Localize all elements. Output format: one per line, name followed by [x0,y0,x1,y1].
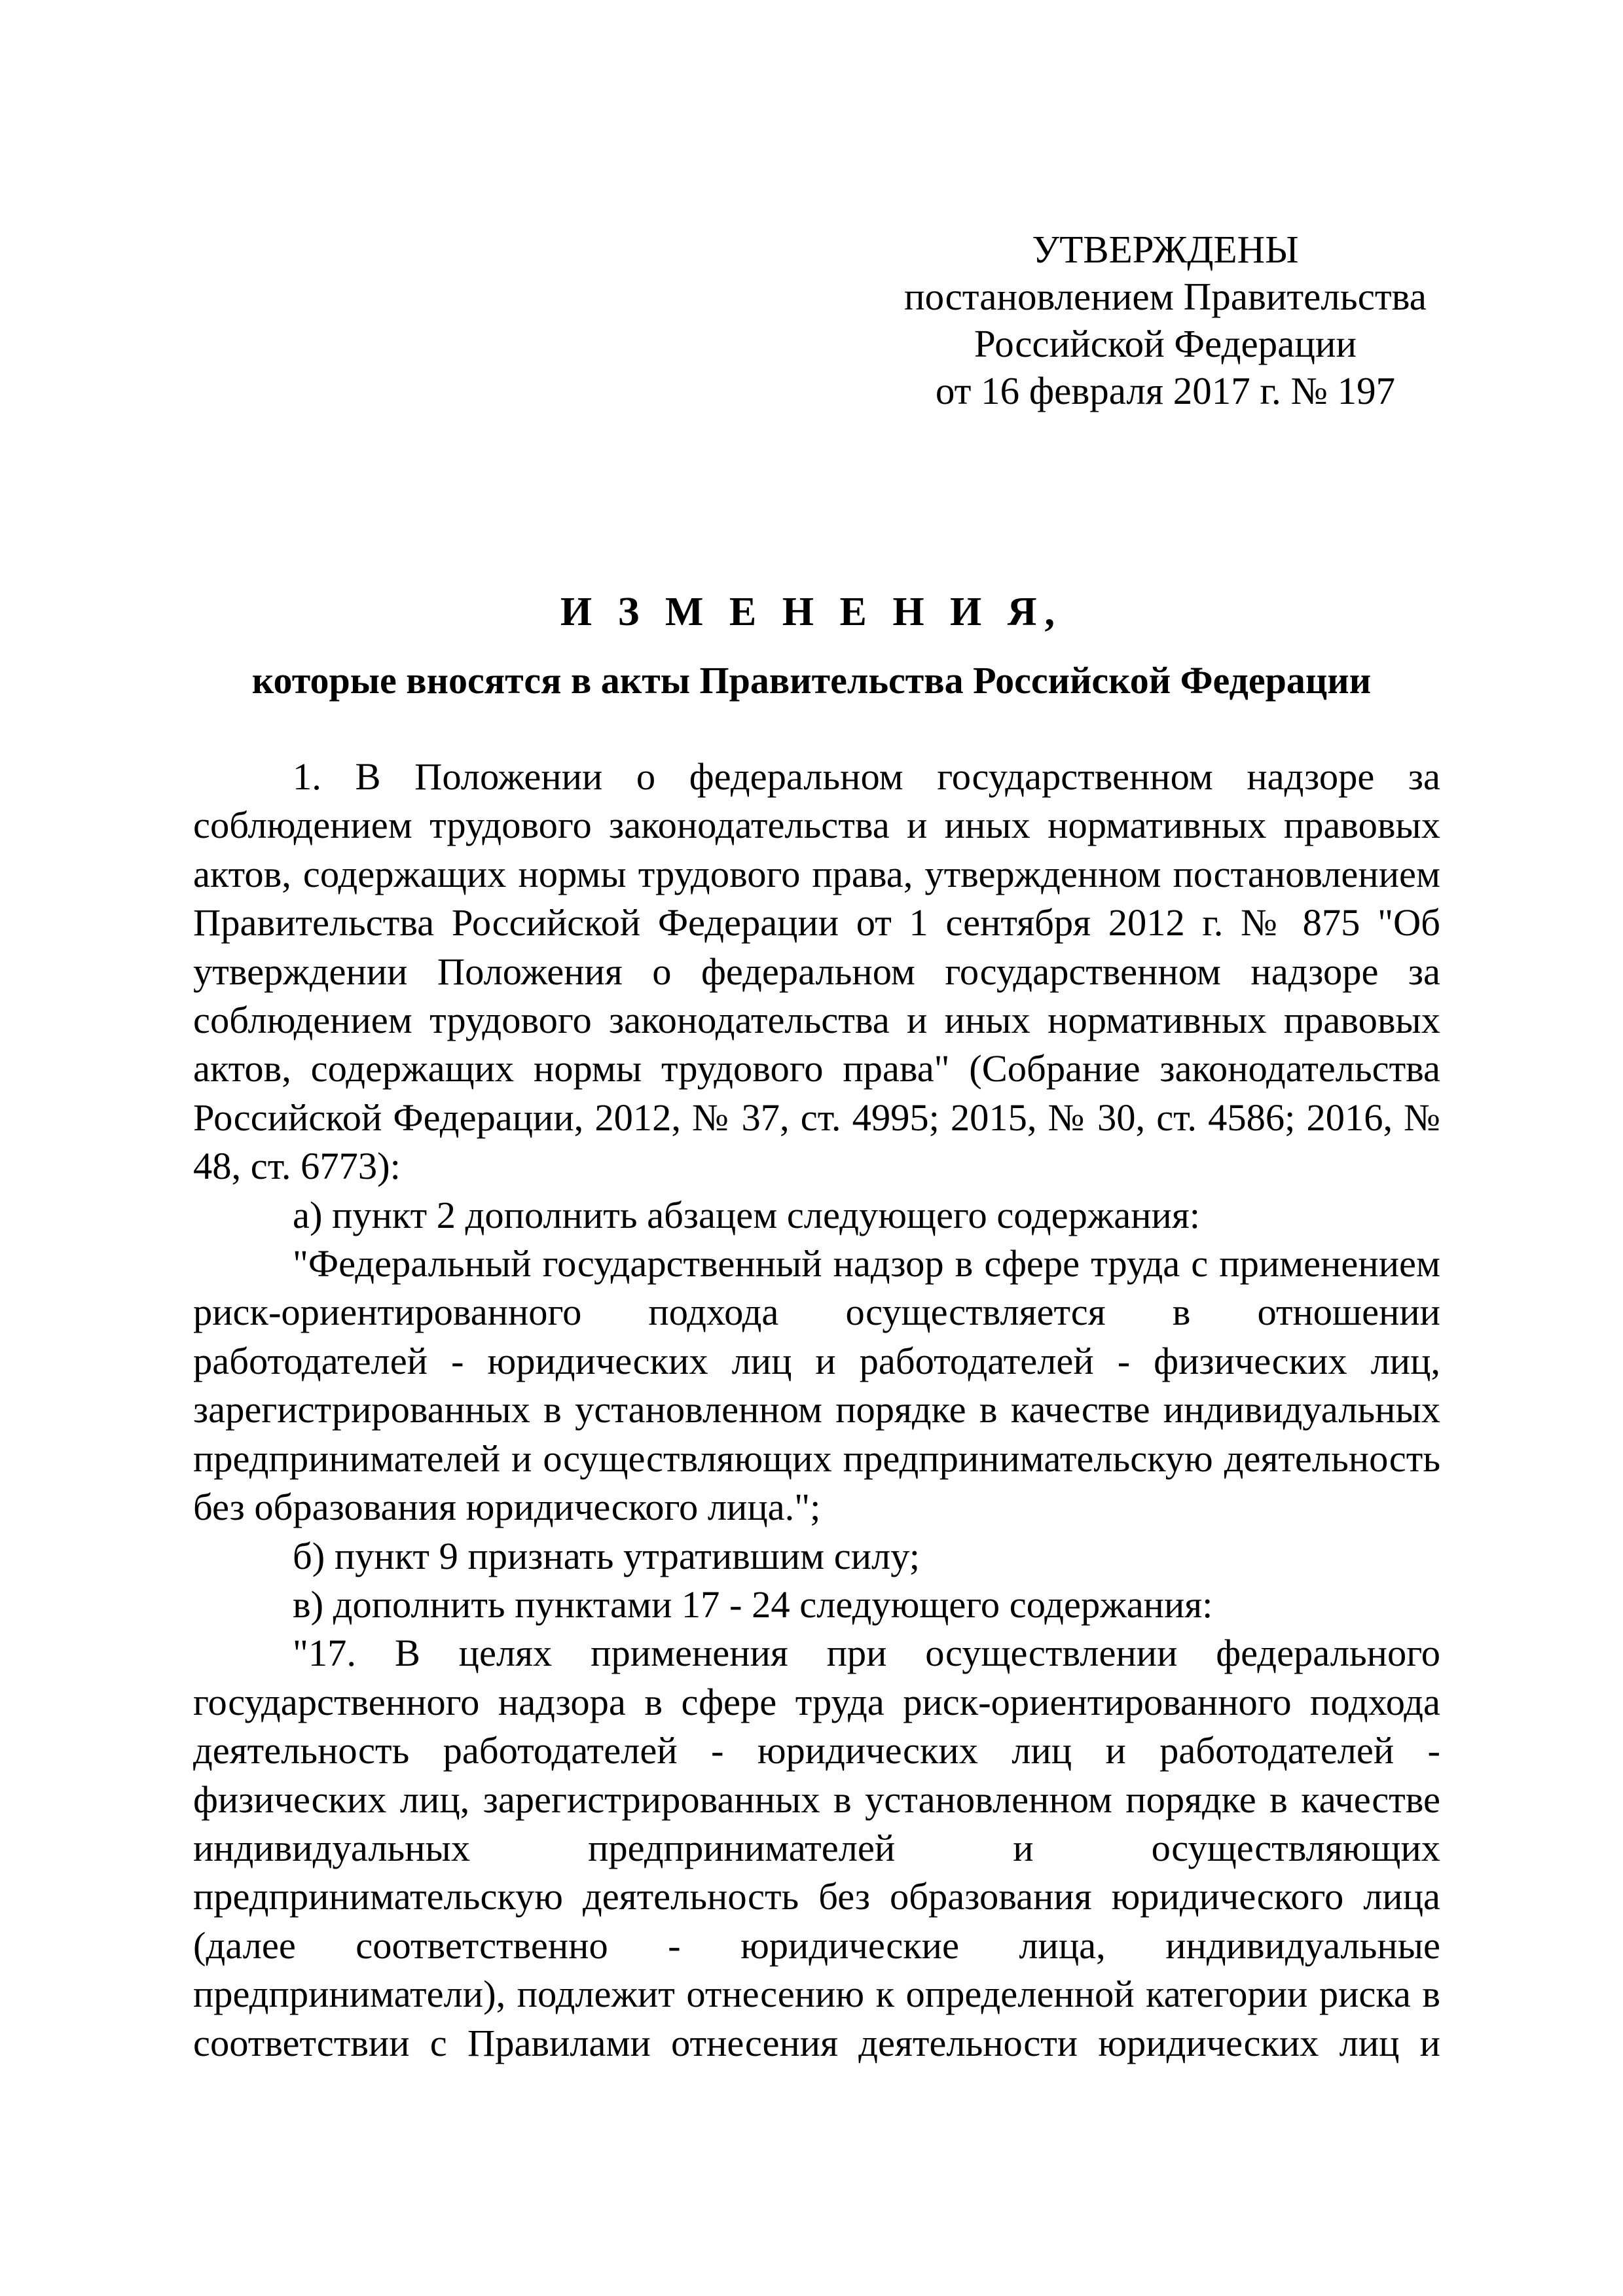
approval-stamp [871,226,1460,414]
approval-line-decree: постановлением Правительства [904,275,1427,318]
document-body [193,753,1440,2068]
approval-line-country: Российской Федерации [974,322,1357,365]
paragraph-b: б) пункт 9 признать утратившим силу; [293,1534,920,1577]
paragraph-1: 1. В Положении о федеральном государственном надзоре за соблюдением трудового законодательства и иных нормативных правовых актов, содержащих нормы трудового права, утвержденном постановлением Правительства Российской Федерации от 1 сентября 2012 г. № 875 "Об утверждении Положения о федеральном государственном надзоре за соблюдением трудового законодательства и иных нормативных правовых актов, содержащих нормы трудового права" (Собрание законодательства Российской Федерации, 2012, № 37, ст. 4995; 2015, № 30, ст. 4586; 2016, № 48, ст. 6773): [193,755,1440,1188]
paragraph-a: а) пункт 2 дополнить абзацем следующего содержания: [293,1193,1201,1236]
paragraph-17: "17. В целях применения при осуществлении федерального государственного надзора в сфере труда риск-ориентированного подхода деятельность работодателей - юридических лиц и работодателей - физических лиц, зарегистрированных в установленном порядке в качестве индивидуальных предпринимателей и осуществляющих предпринимательскую деятельность без образования юридического лица (далее соответственно - юридические лица, индивидуальные предприниматели), подлежит отнесению к определенной категории риска в соответствии с Правилами отнесения деятельности юридических лиц и [193,1632,1440,2064]
document-subtitle: которые вносятся в акты Правительства Российской Федерации [251,659,1372,702]
approval-line-date-number: от 16 февраля 2017 г. № 197 [935,369,1396,412]
approval-title: УТВЕРЖДЕНЫ [1032,228,1299,271]
paragraph-quote-1: "Федеральный государственный надзор в сфере труда с применением риск-ориентированного подхода осуществляется в отношении работодателей - юридических лиц и работодателей - физических лиц, зарегистрированных в установленном порядке в качестве индивидуальных предпринимателей и осуществляющих предпринимательскую деятельность без образования юридического лица."; [193,1242,1440,1529]
paragraph-v: в) дополнить пунктами 17 - 24 следующего содержания: [293,1583,1213,1626]
document-title: И З М Е Н Е Н И Я, [560,590,1063,634]
